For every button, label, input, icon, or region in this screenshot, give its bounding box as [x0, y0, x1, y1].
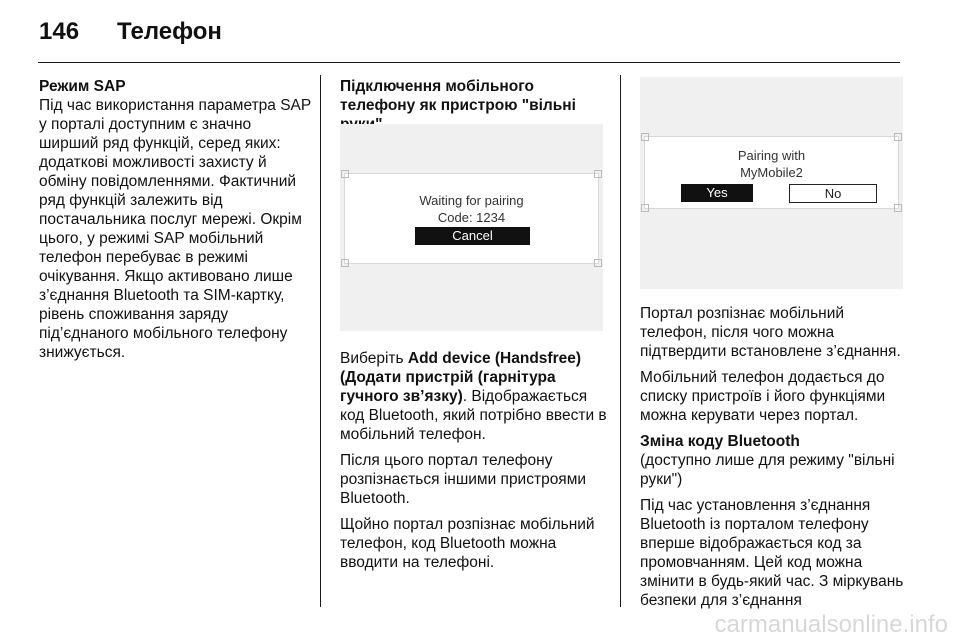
screen-image-pairing: [640, 77, 903, 289]
page-title: Телефон: [117, 18, 222, 45]
instruction-suffix: . Відображається код Bluetooth, який потрібно ввести в мобільний телефон.: [340, 388, 607, 443]
dialog-corner-mark: [594, 259, 602, 267]
pairing-confirm-dialog: [644, 136, 899, 209]
pairing-dialog: [344, 173, 599, 264]
instruction-select-device: [340, 349, 610, 444]
confirm-connection-paragraph: Портал розпізнає мобільний телефон, після чого можна підтвердити встановлене з’єднання.: [640, 305, 901, 360]
sap-description: Під час використання параметра SAP у порталі доступним є значно ширший ряд функцій, серед яких: додаткові можливості захисту й обміну повідомленнями. Фактичний ряд функцій залежить від постачальника послуг мережі. Окрім цього, у режимі SAP мобільний телефон перебуває в режимі очікування. Якщо активовано лише з’єднання Bluetooth та SIM-картку, рівень споживання заряду під’єднаного мобільного телефону знижується.: [39, 97, 311, 361]
no-button[interactable]: No: [789, 184, 877, 203]
waiting-text: Waiting for pairing: [419, 193, 524, 208]
column-2-body: [340, 349, 610, 579]
dialog-corner-mark: [594, 170, 602, 178]
default-code-paragraph: Під час установлення з’єднання Bluetooth із порталом телефону вперше відображається код за промовчанням. Цей код можна змінити в будь-який час. З міркувань безпеки для з’єднання: [640, 497, 904, 609]
section-heading-bluetooth-code: Зміна коду Bluetooth: [640, 433, 800, 450]
screen-image-waiting: [340, 124, 603, 331]
dialog-corner-mark: [341, 259, 349, 267]
dialog-corner-mark: [341, 170, 349, 178]
column-divider-1: [320, 75, 321, 607]
dialog-corner-mark: [641, 204, 649, 212]
enter-code-paragraph: Щойно портал розпізнає мобільний телефон, код Bluetooth можна вводити на телефоні.: [340, 516, 595, 571]
menu-item-add-device: Add device (Handsfree) (Додати пристрій (гарнітура гучного зв’язку): [340, 350, 582, 405]
column-1: [39, 77, 311, 369]
instruction-prefix: Виберіть: [340, 350, 408, 367]
column-3-body: [640, 304, 905, 617]
yes-button[interactable]: Yes: [681, 184, 753, 202]
device-added-paragraph: Мобільний телефон додається до списку пристроїв і його функціями можна керувати через портал.: [640, 369, 886, 424]
section-heading-sap: Режим SAP: [39, 78, 126, 95]
pairing-with-text: Pairing with: [737, 148, 806, 163]
device-name: MyMobile2: [740, 165, 803, 180]
section-heading-handsfree: Підключення мобільного телефону як пристрою "вільні: [340, 78, 576, 114]
pairing-code: Code: 1234: [437, 210, 506, 225]
dialog-corner-mark: [894, 133, 902, 141]
dialog-corner-mark: [894, 204, 902, 212]
dialog-corner-mark: [641, 133, 649, 141]
cancel-button[interactable]: Cancel: [415, 227, 530, 245]
header-rule: [38, 62, 900, 63]
recognition-paragraph: Після цього портал телефону розпізнається іншими пристроями Bluetooth.: [340, 452, 587, 507]
watermark: carmanualsonline.info: [714, 611, 948, 638]
handsfree-only-note: (доступно лише для режиму "вільні руки"): [640, 452, 895, 488]
column-divider-2: [620, 75, 621, 607]
page-number: 146: [39, 18, 80, 45]
